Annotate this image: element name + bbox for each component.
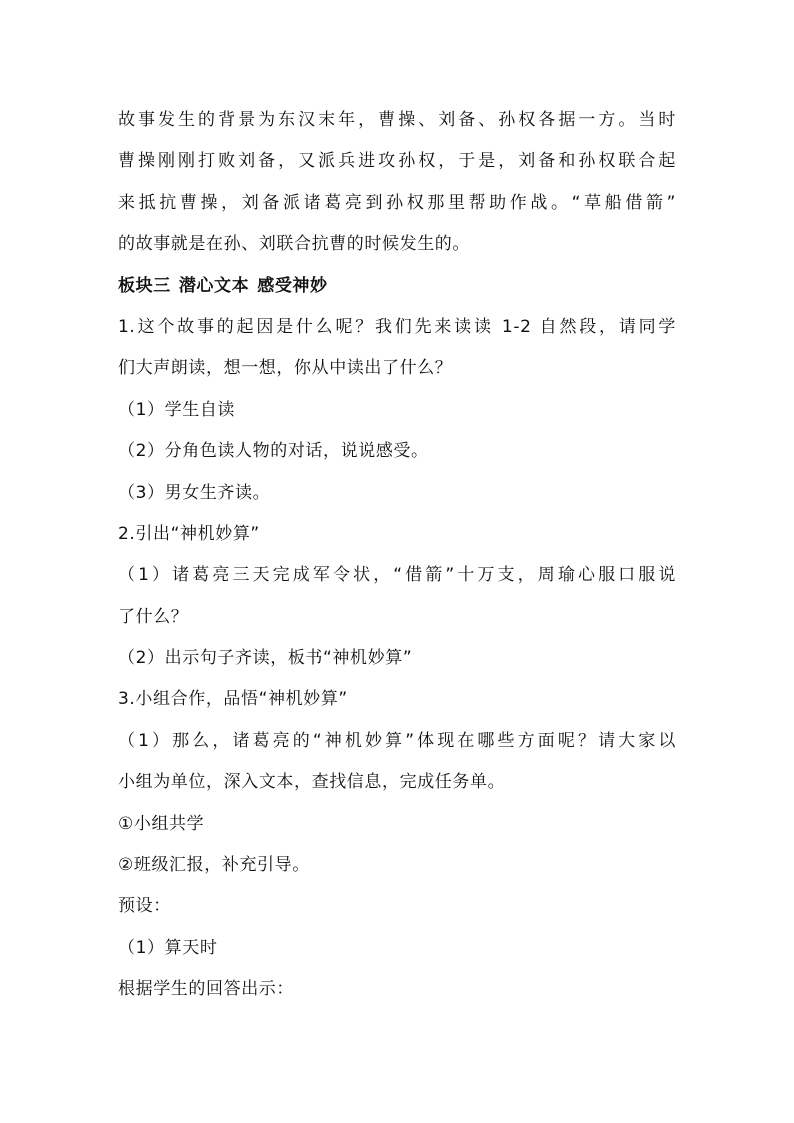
section-heading-part: 板块三 bbox=[118, 275, 171, 296]
paragraph-line: 曹操刚刚打败刘备，又派兵进攻孙权，于是，刘备和孙权联合起 bbox=[118, 151, 676, 172]
list-item: （2）出示句子齐读，板书“神机妙算” bbox=[118, 648, 413, 669]
paragraph-line: 根据学生的回答出示： bbox=[118, 979, 294, 1000]
list-item: （2）分角色读人物的对话，说说感受。 bbox=[118, 441, 429, 462]
section-heading-part: 感受神妙 bbox=[257, 275, 328, 296]
paragraph-line: 来抵抗曹操，刘备派诸葛亮到孙权那里帮助作战。“草船借箭” bbox=[118, 192, 676, 213]
list-item: （1）学生自读 bbox=[118, 399, 236, 420]
preset-label: 预设： bbox=[118, 896, 171, 917]
list-item: （1）算天时 bbox=[118, 937, 218, 958]
list-item: 小组为单位，深入文本，查找信息，完成任务单。 bbox=[118, 772, 506, 793]
section-heading-part: 潜心文本 bbox=[178, 275, 250, 296]
question-line: 1.这个故事的起因是什么呢？我们先来读读 1-2 自然段，请同学 bbox=[118, 316, 676, 337]
list-item: ①小组共学 bbox=[118, 813, 205, 834]
list-item: （1）诸葛亮三天完成军令状，“借箭”十万支，周瑜心服口服说 bbox=[118, 565, 676, 586]
list-item: ②班级汇报，补充引导。 bbox=[118, 855, 310, 876]
question-line: 2.引出“神机妙算” bbox=[118, 523, 260, 544]
list-item: （3）男女生齐读。 bbox=[118, 482, 271, 503]
question-line: 3.小组合作，品悟“神机妙算” bbox=[118, 689, 348, 710]
document-body bbox=[118, 100, 678, 1011]
list-item: 了什么？ bbox=[118, 606, 189, 627]
section-heading bbox=[118, 266, 678, 307]
question-line: 们大声朗读，想一想，你从中读出了什么？ bbox=[118, 358, 453, 379]
list-item: （1）那么，诸葛亮的“神机妙算”体现在哪些方面呢？请大家以 bbox=[118, 730, 676, 751]
paragraph-line: 的故事就是在孙、刘联合抗曹的时候发生的。 bbox=[118, 234, 470, 255]
paragraph-line: 故事发生的背景为东汉末年，曹操、刘备、孙权各据一方。当时 bbox=[118, 110, 676, 130]
